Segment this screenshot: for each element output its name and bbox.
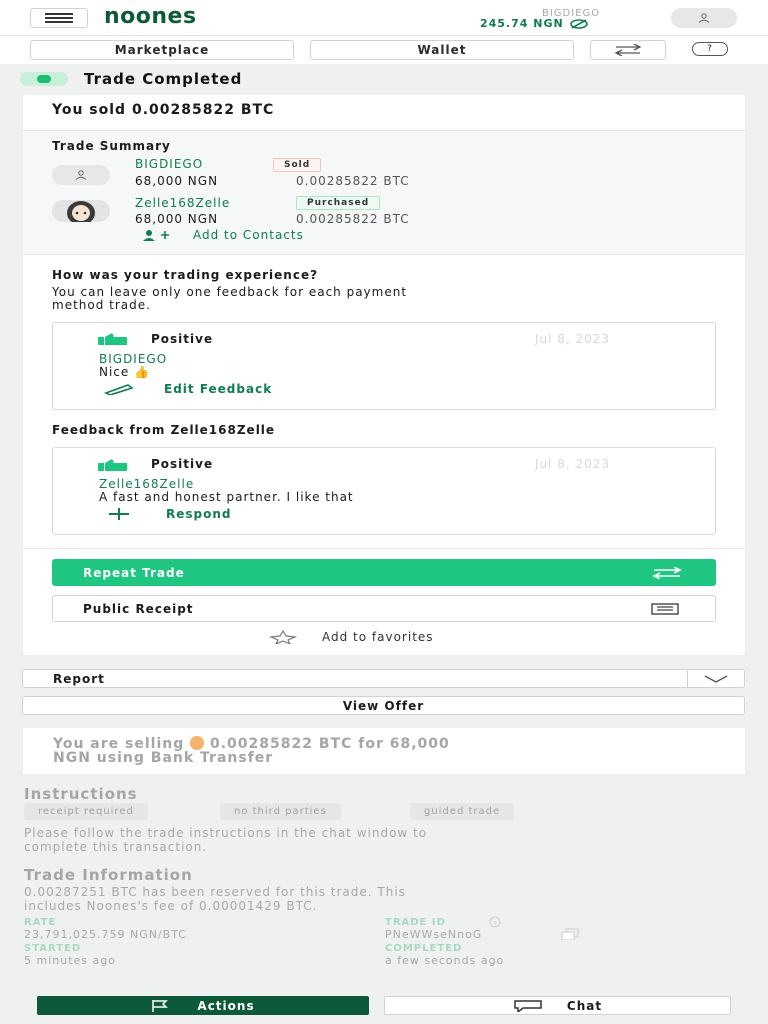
selling-line2: NGN using Bank Transfer [53, 750, 274, 766]
trade-info-line1: 0.00287251 BTC has been reserved for this trade. This [24, 885, 406, 899]
rate-label: RATE [24, 917, 57, 928]
profile-avatar-button[interactable] [671, 8, 737, 28]
received-feedback-type: Positive [151, 457, 214, 471]
purchased-badge: Purchased [296, 196, 380, 210]
buyer-name-link[interactable]: Zelle168Zelle [135, 196, 231, 210]
trade-info-line2: includes Noones's fee of 0.00001429 BTC. [24, 899, 318, 913]
instruction-tag: guided trade [410, 803, 514, 820]
buyer-crypto-amount: 0.00285822 BTC [296, 212, 410, 226]
edit-feedback-button[interactable] [104, 382, 272, 396]
my-feedback-author[interactable]: BIGDIEGO [99, 352, 168, 366]
marketplace-button[interactable]: Marketplace [30, 40, 294, 60]
buyer-avatar [52, 200, 110, 222]
my-feedback-date: Jul 8, 2023 [535, 332, 611, 346]
instructions-line1: Please follow the trade instructions in the chat window to [24, 826, 428, 840]
trade-id-value: PNeWWseNnoG [385, 928, 483, 941]
divider [23, 548, 745, 549]
actions-label: Actions [197, 998, 255, 1013]
received-feedback-author[interactable]: Zelle168Zelle [99, 477, 195, 491]
edit-feedback-label: Edit Feedback [164, 382, 273, 396]
help-button[interactable]: ? [692, 42, 728, 56]
user-icon [75, 170, 87, 180]
add-to-contacts-button[interactable] [141, 228, 304, 242]
trade-information-title: Trade Information [24, 866, 193, 884]
respond-button[interactable] [106, 507, 232, 521]
selling-rest: 0.00285822 BTC for 68,000 [210, 736, 450, 752]
actions-button[interactable] [37, 996, 369, 1015]
chat-label: Chat [566, 998, 603, 1013]
buyer-fiat-amount: 68,000 NGN [135, 212, 219, 226]
report-dropdown-toggle[interactable] [687, 669, 745, 688]
started-value: 5 minutes ago [24, 954, 116, 967]
instructions-line2: complete this transaction. [24, 840, 208, 854]
repeat-trade-button[interactable] [52, 559, 716, 586]
sold-title: You sold 0.00285822 BTC [52, 102, 275, 118]
add-to-favorites-button[interactable] [268, 630, 434, 644]
transfer-button[interactable] [590, 40, 666, 60]
menu-button[interactable] [30, 8, 88, 28]
header-username: BIGDIEGO [542, 8, 601, 19]
selling-summary [23, 728, 745, 774]
repeat-trade-label: Repeat Trade [83, 565, 185, 580]
copy-icon[interactable] [560, 928, 584, 940]
plus-icon [106, 508, 132, 520]
view-offer-button[interactable]: View Offer [22, 696, 745, 715]
feedback-from-title: Feedback from Zelle168Zelle [52, 423, 276, 437]
thumbs-up-icon [98, 333, 128, 345]
completed-label: COMPLETED [385, 943, 463, 954]
report-button[interactable]: Report [22, 669, 688, 688]
seller-name-link[interactable]: BIGDIEGO [135, 157, 204, 171]
public-receipt-label: Public Receipt [83, 601, 194, 616]
swap-arrows-icon [614, 44, 642, 56]
repeat-arrows-icon [652, 567, 682, 579]
add-user-icon [141, 229, 171, 241]
my-feedback-type: Positive [151, 332, 214, 346]
thumbs-up-icon [98, 459, 128, 471]
bitcoin-icon [190, 736, 204, 750]
instructions-title: Instructions [24, 785, 138, 803]
started-label: STARTED [24, 943, 82, 954]
trade-id-label: TRADE ID [385, 917, 446, 928]
feedback-note-line2: method trade. [52, 298, 151, 312]
seller-crypto-amount: 0.00285822 BTC [296, 174, 410, 188]
hamburger-icon [45, 13, 73, 23]
chevron-down-icon [703, 675, 729, 683]
status-indicator [20, 72, 68, 86]
flag-icon [151, 1000, 169, 1012]
info-icon[interactable] [488, 916, 502, 928]
respond-label: Respond [166, 507, 232, 521]
chat-button[interactable] [384, 996, 731, 1015]
receipt-icon [651, 603, 679, 615]
sold-badge: Sold [273, 158, 321, 172]
instruction-tag: receipt required [24, 803, 148, 820]
feedback-note-line1: You can leave only one feedback for each payment [52, 285, 408, 299]
seller-fiat-amount: 68,000 NGN [135, 174, 219, 188]
rate-value: 23,791,025.759 NGN/BTC [24, 928, 187, 941]
eye-off-icon [570, 19, 588, 29]
completed-value: a few seconds ago [385, 954, 505, 967]
trade-status-title: Trade Completed [84, 70, 243, 88]
selling-prefix: You are selling [53, 736, 185, 752]
trade-summary-title: Trade Summary [52, 139, 171, 153]
seller-avatar [52, 165, 110, 185]
chat-bubble-icon [513, 1000, 543, 1012]
pencil-icon [104, 383, 134, 395]
anime-avatar-icon [52, 200, 110, 222]
feedback-question: How was your trading experience? [52, 268, 319, 282]
add-to-favorites-label: Add to favorites [322, 630, 434, 644]
received-feedback-date: Jul 8, 2023 [535, 457, 611, 471]
instruction-tag: no third parties [220, 803, 341, 820]
header-balance[interactable] [480, 17, 588, 30]
balance-amount: 245.74 NGN [480, 17, 564, 30]
received-feedback-text: A fast and honest partner. I like that [99, 490, 354, 504]
my-feedback-text: Nice 👍 [99, 365, 151, 379]
add-to-contacts-label: Add to Contacts [193, 228, 304, 242]
star-icon [268, 630, 298, 644]
user-icon [698, 13, 710, 23]
wallet-button[interactable]: Wallet [310, 40, 574, 60]
public-receipt-button[interactable] [52, 595, 716, 622]
noones-logo[interactable]: noones [104, 4, 197, 29]
